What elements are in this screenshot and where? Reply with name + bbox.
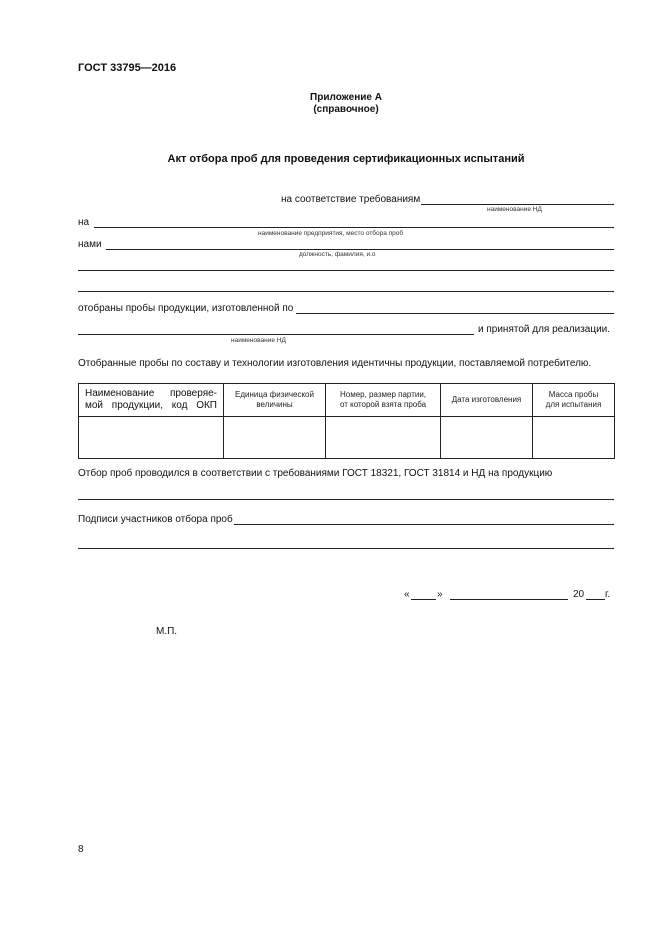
column-header-date-line1: Дата изготовления (451, 395, 522, 404)
column-header-batch-line1: Номер, размер партии, (339, 390, 427, 399)
nd-caption: наименование НД (487, 206, 542, 213)
compliance-nd-field[interactable] (421, 204, 614, 205)
blank-line-3[interactable] (78, 499, 614, 500)
by-label: нами (78, 239, 102, 250)
standards-statement: Отбор проб проводился в соответствии с требованиями ГОСТ 18321, ГОСТ 31814 и НД на продукцию (78, 468, 553, 479)
cell-unit[interactable] (224, 417, 326, 459)
samples-table (78, 383, 615, 459)
blank-line-4[interactable] (78, 548, 614, 549)
year-suffix: г. (605, 589, 611, 600)
table-row (79, 417, 615, 459)
cell-mass[interactable] (533, 417, 615, 459)
page-number: 8 (78, 844, 84, 855)
date-year-field[interactable] (586, 599, 605, 600)
column-header-mass-line1: Масса пробы (548, 390, 599, 399)
manufacture-nd-field[interactable] (296, 313, 614, 314)
cell-date[interactable] (441, 417, 533, 459)
accepted-label: и принятой для реализации. (478, 324, 611, 335)
standard-designation: ГОСТ 33795—2016 (78, 62, 177, 74)
signatures-label: Подписи участников отбора проб (78, 514, 233, 525)
at-label: на (78, 217, 90, 228)
cell-product[interactable] (79, 417, 224, 459)
participants-field[interactable] (106, 249, 614, 250)
act-title: Акт отбора проб для проведения сертификационных испытаний (167, 153, 525, 165)
date-day-field[interactable] (411, 599, 436, 600)
signatures-field[interactable] (234, 524, 614, 525)
appendix-type: (справочное) (313, 104, 379, 115)
date-close-quote: » (437, 589, 443, 600)
column-header-unit-line1: Единица физической (235, 390, 314, 399)
date-open-quote: « (404, 589, 410, 600)
year-prefix: 20 (573, 589, 585, 600)
identity-statement: Отобранные пробы по составу и технологии изготовления идентичны продукции, поставляемой потребителю. (78, 358, 592, 369)
date-month-field[interactable] (450, 599, 568, 600)
table-header-row (79, 384, 615, 417)
product-nd-field[interactable] (78, 334, 474, 335)
position-caption: должность, фамилия, и.о (299, 251, 376, 258)
blank-line-1[interactable] (78, 270, 614, 271)
samples-taken-label: отобраны пробы продукции, изготовленной по (78, 303, 294, 314)
enterprise-field[interactable] (94, 227, 614, 228)
enterprise-caption: наименование предприятия, место отбора проб (258, 230, 404, 237)
column-header-mass-line2: для испытания (545, 400, 602, 409)
column-header-mass (533, 384, 615, 417)
column-header-batch-line2: от которой взята проба (339, 400, 427, 409)
column-header-product (79, 384, 224, 417)
column-header-unit-line2: величины (256, 400, 293, 409)
cell-batch[interactable] (326, 417, 441, 459)
appendix-title: Приложение А (310, 92, 382, 103)
column-header-unit (224, 384, 326, 417)
seal-label: М.П. (156, 626, 178, 637)
column-header-product-line2: мой продукции, код ОКП (85, 400, 217, 411)
column-header-batch (326, 384, 441, 417)
nd-caption-2: наименование НД (231, 337, 286, 344)
column-header-product-line1: Наименование проверяе- (85, 388, 217, 399)
blank-line-2[interactable] (78, 291, 614, 292)
column-header-date (441, 384, 533, 417)
compliance-label: на соответствие требованиям (281, 194, 421, 205)
